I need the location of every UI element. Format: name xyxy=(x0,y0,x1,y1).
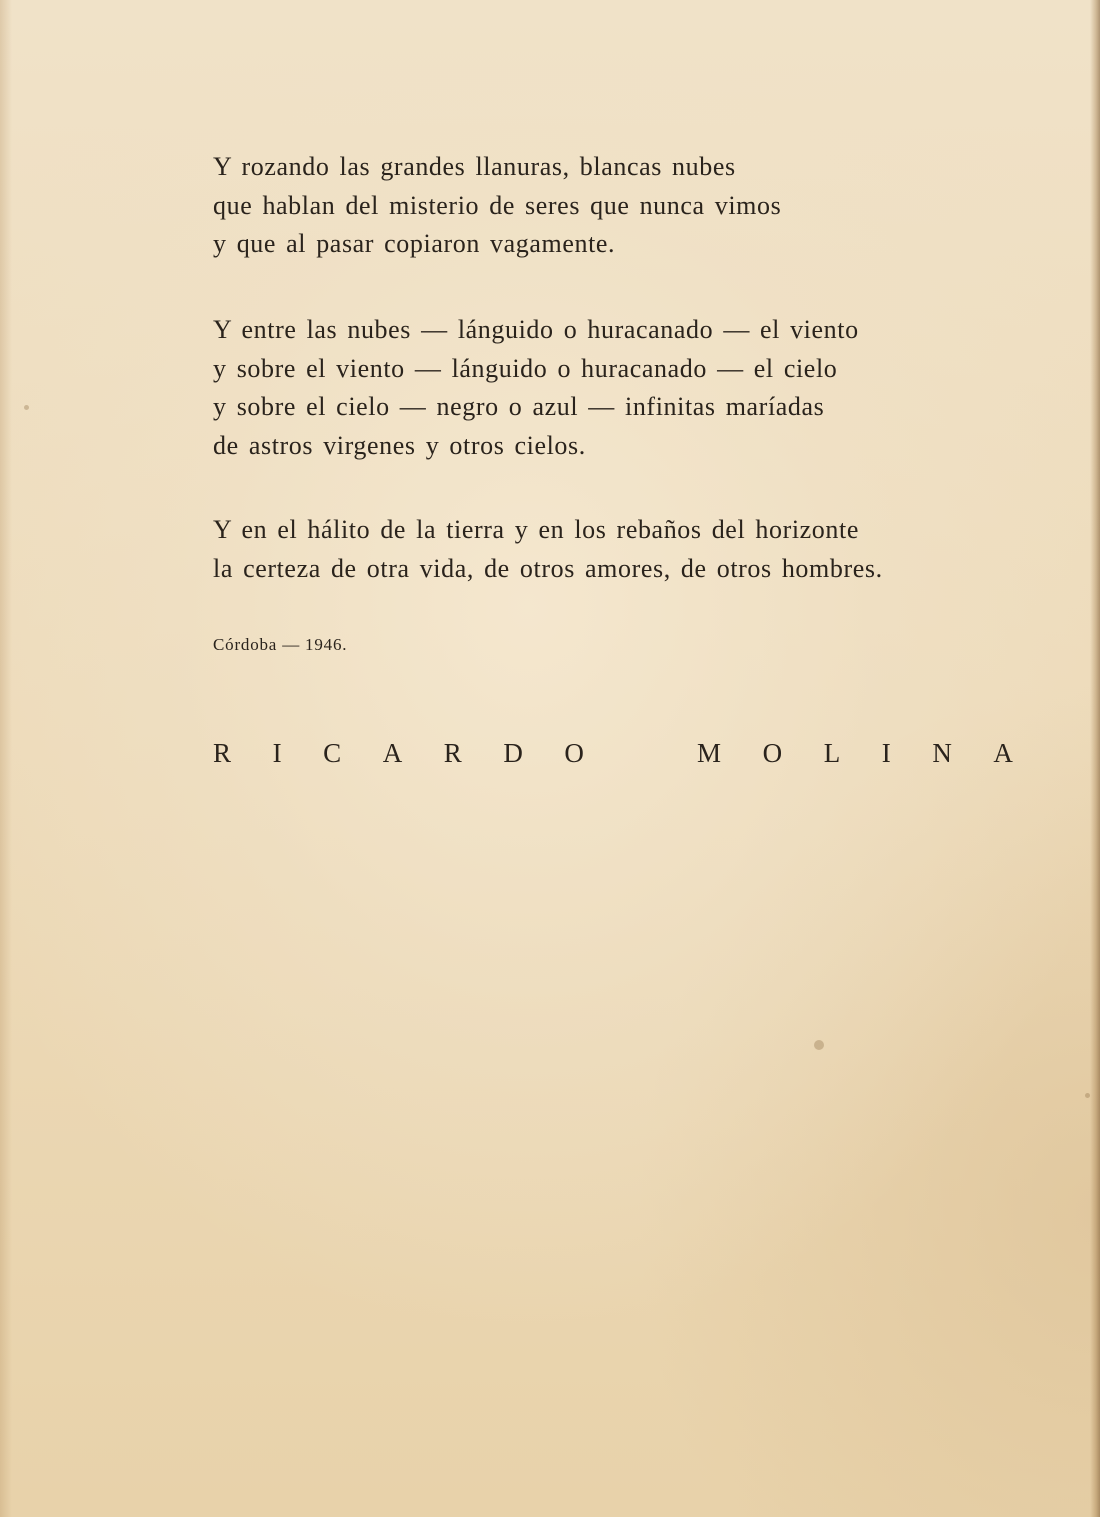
author-name xyxy=(213,738,1013,769)
poem-line: y sobre el viento — lánguido o huracanado — el cielo xyxy=(213,353,838,383)
author-letter: M xyxy=(697,738,722,768)
poem-line: y sobre el cielo — negro o azul — infinitas maríadas xyxy=(213,392,825,421)
author-word-gap xyxy=(625,738,655,769)
poem-line: Y en el hálito de la tierra y en los rebaños del horizonte xyxy=(213,515,859,544)
page-left-edge xyxy=(0,0,12,1517)
author-letter: R xyxy=(213,738,232,768)
author-letter: O xyxy=(762,738,783,768)
author-letter: I xyxy=(272,738,282,768)
poem-line: Y entre las nubes — lánguido o huracanado — el viento xyxy=(213,315,859,344)
poem-line: de astros virgenes y otros cielos. xyxy=(213,430,586,460)
author-letter: A xyxy=(382,738,403,768)
stanza xyxy=(213,148,781,264)
poem-line: que hablan del misterio de seres que nunca vimos xyxy=(213,190,782,220)
poem-line: la certeza de otra vida, de otros amores, de otros hombres. xyxy=(213,553,883,583)
paper-spot xyxy=(814,1040,824,1050)
stanza xyxy=(213,511,883,588)
author-letter: C xyxy=(323,738,342,768)
paper-spot xyxy=(24,405,29,410)
author-letter: O xyxy=(564,738,584,768)
place-date: Córdoba — 1946. xyxy=(213,635,348,654)
poem-line: Y rozando las grandes llanuras, blancas nubes xyxy=(213,152,736,181)
author-letter: I xyxy=(881,738,891,768)
author-letter: R xyxy=(443,738,462,768)
stanza xyxy=(213,311,859,465)
page-right-edge xyxy=(1090,0,1100,1517)
author-letter: N xyxy=(932,738,952,768)
author-letter: D xyxy=(503,738,523,768)
paper-spot xyxy=(1085,1093,1090,1098)
author-letter: A xyxy=(993,738,1013,768)
poem-line: y que al pasar copiaron vagamente. xyxy=(213,229,616,258)
author-letter: L xyxy=(823,738,841,768)
